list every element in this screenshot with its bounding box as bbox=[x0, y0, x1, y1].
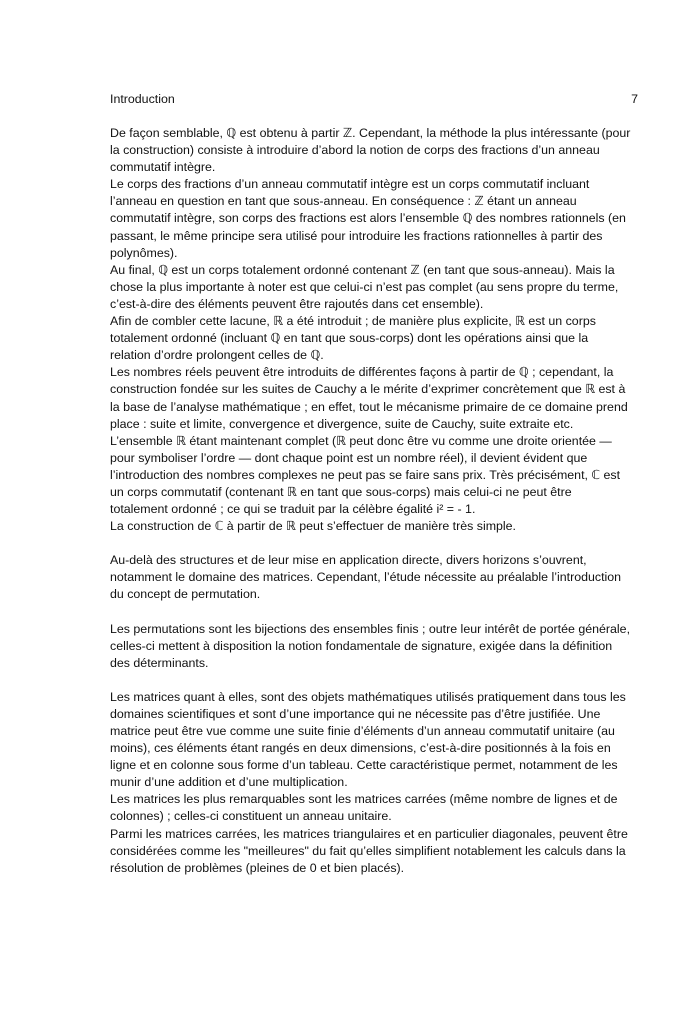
text-line: des déterminants. bbox=[110, 655, 209, 670]
paragraph bbox=[110, 689, 650, 877]
text-line: notamment le domaine des matrices. Cependant, l’étude nécessite au préalable l’introduction bbox=[110, 570, 622, 585]
text-line: Parmi les matrices carrées, les matrices triangulaires et en particulier diagonales, peuvent être bbox=[110, 826, 628, 841]
paragraph bbox=[110, 125, 650, 535]
text-line: commutatif intègre. bbox=[110, 160, 216, 175]
chapter-title: Introduction bbox=[110, 92, 175, 106]
text-line: munir d’une addition et d’une multiplication. bbox=[110, 775, 348, 790]
text-line: du concept de permutation. bbox=[110, 587, 261, 602]
text-line: polynômes). bbox=[110, 245, 178, 260]
text-line: celles-ci mettent à disposition la notion fondamentale de signature, exigée dans la définition bbox=[110, 638, 613, 653]
text-line: moins), ces éléments étant rangés en deux dimensions, c’est-à-dire positionnés à la fois en bbox=[110, 741, 611, 756]
text-line: Au-delà des structures et de leur mise en application directe, divers horizons s’ouvrent, bbox=[110, 553, 587, 568]
text-line: Les matrices les plus remarquables sont les matrices carrées (même nombre de lignes et de bbox=[110, 792, 618, 807]
text-line: c’est-à-dire des éléments peuvent être rajoutés dans cet ensemble). bbox=[110, 296, 484, 311]
text-line: colonnes) ; celles-ci constituent un anneau unitaire. bbox=[110, 809, 392, 824]
text-line: construction fondée sur les suites de Cauchy a le mérite d’exprimer concrètement que ℝ est à bbox=[110, 382, 626, 397]
text-line: L’ensemble ℝ étant maintenant complet (ℝ peut donc être vu comme une droite orientée — bbox=[110, 433, 612, 448]
text-line: Les nombres réels peuvent être introduits de différentes façons à partir de ℚ ; cependant, la bbox=[110, 365, 614, 380]
text-line: chose la plus importante à noter est que celui-ci n’est pas complet (au sens propre du terme, bbox=[110, 279, 619, 294]
text-line: matrice peut être vue comme une suite finie d’éléments d’un anneau commutatif unitaire (au bbox=[110, 724, 615, 738]
paragraph bbox=[110, 621, 650, 672]
text-line: considérées comme les "meilleures" du fait qu’elles simplifient notablement les calculs dans la bbox=[110, 843, 626, 858]
text-line: commutatif intègre, son corps des fractions est alors l’ensemble ℚ des nombres rationnels (en bbox=[110, 211, 626, 226]
text-line: domaines scientifiques et sont d’une importance qui ne nécessite pas d’être justifiée. Une bbox=[110, 706, 601, 721]
text-line: un corps commutatif (contenant ℝ en tant que sous-corps) mais celui-ci ne peut être bbox=[110, 484, 572, 499]
text-line: la base de l’analyse mathématique ; en effet, tout le mécanisme primaire de ce domaine prend bbox=[110, 399, 628, 414]
text-line: totalement ordonné (incluant ℚ en tant que sous-corps) dont les opérations ainsi que la bbox=[110, 331, 589, 346]
page-header bbox=[110, 92, 638, 108]
document-body bbox=[110, 125, 650, 894]
text-line: relation d’ordre prolongent celles de ℚ. bbox=[110, 348, 324, 363]
text-line: place : suite et limite, convergence et divergence, suite de Cauchy, suite extraite etc. bbox=[110, 416, 574, 431]
text-line: l’introduction des nombres complexes ne peut pas se faire sans prix. Très précisément, ℂ est bbox=[110, 467, 621, 482]
text-line: totalement ordonné ; ce qui se traduit par la célèbre égalité i² = - 1. bbox=[110, 502, 476, 517]
text-line: Les matrices quant à elles, sont des objets mathématiques utilisés pratiquement dans tous les bbox=[110, 689, 626, 704]
text-line: De façon semblable, ℚ est obtenu à partir ℤ. Cependant, la méthode la plus intéressante (pour bbox=[110, 126, 631, 140]
paragraph bbox=[110, 552, 650, 603]
text-line: passant, le même principe sera utilisé pour introduire les fractions rationnelles à partir des bbox=[110, 228, 603, 243]
page-number: 7 bbox=[631, 92, 638, 106]
text-line: Le corps des fractions d’un anneau commutatif intègre est un corps commutatif incluant bbox=[110, 177, 590, 192]
text-line: résolution de problèmes (pleines de 0 et bien placés). bbox=[110, 860, 405, 875]
text-line: pour symboliser l’ordre — dont chaque point est un nombre réel), il devient évident que bbox=[110, 450, 588, 465]
text-line: Afin de combler cette lacune, ℝ a été introduit ; de manière plus explicite, ℝ est un corps bbox=[110, 314, 596, 329]
text-line: Au final, ℚ est un corps totalement ordonné contenant ℤ (en tant que sous-anneau). Mais la bbox=[110, 262, 615, 277]
text-line: l’anneau en question en tant que sous-anneau. En conséquence : ℤ étant un anneau bbox=[110, 194, 577, 209]
text-line: ligne et en colonne sous forme d’un tableau. Cette caractéristique permet, notamment de les bbox=[110, 758, 618, 773]
text-line: Les permutations sont les bijections des ensembles finis ; outre leur intérêt de portée générale, bbox=[110, 621, 631, 636]
text-line: la construction) consiste à introduire d’abord la notion de corps des fractions d’un anneau bbox=[110, 143, 600, 158]
text-line: La construction de ℂ à partir de ℝ peut s’effectuer de manière très simple. bbox=[110, 519, 516, 534]
